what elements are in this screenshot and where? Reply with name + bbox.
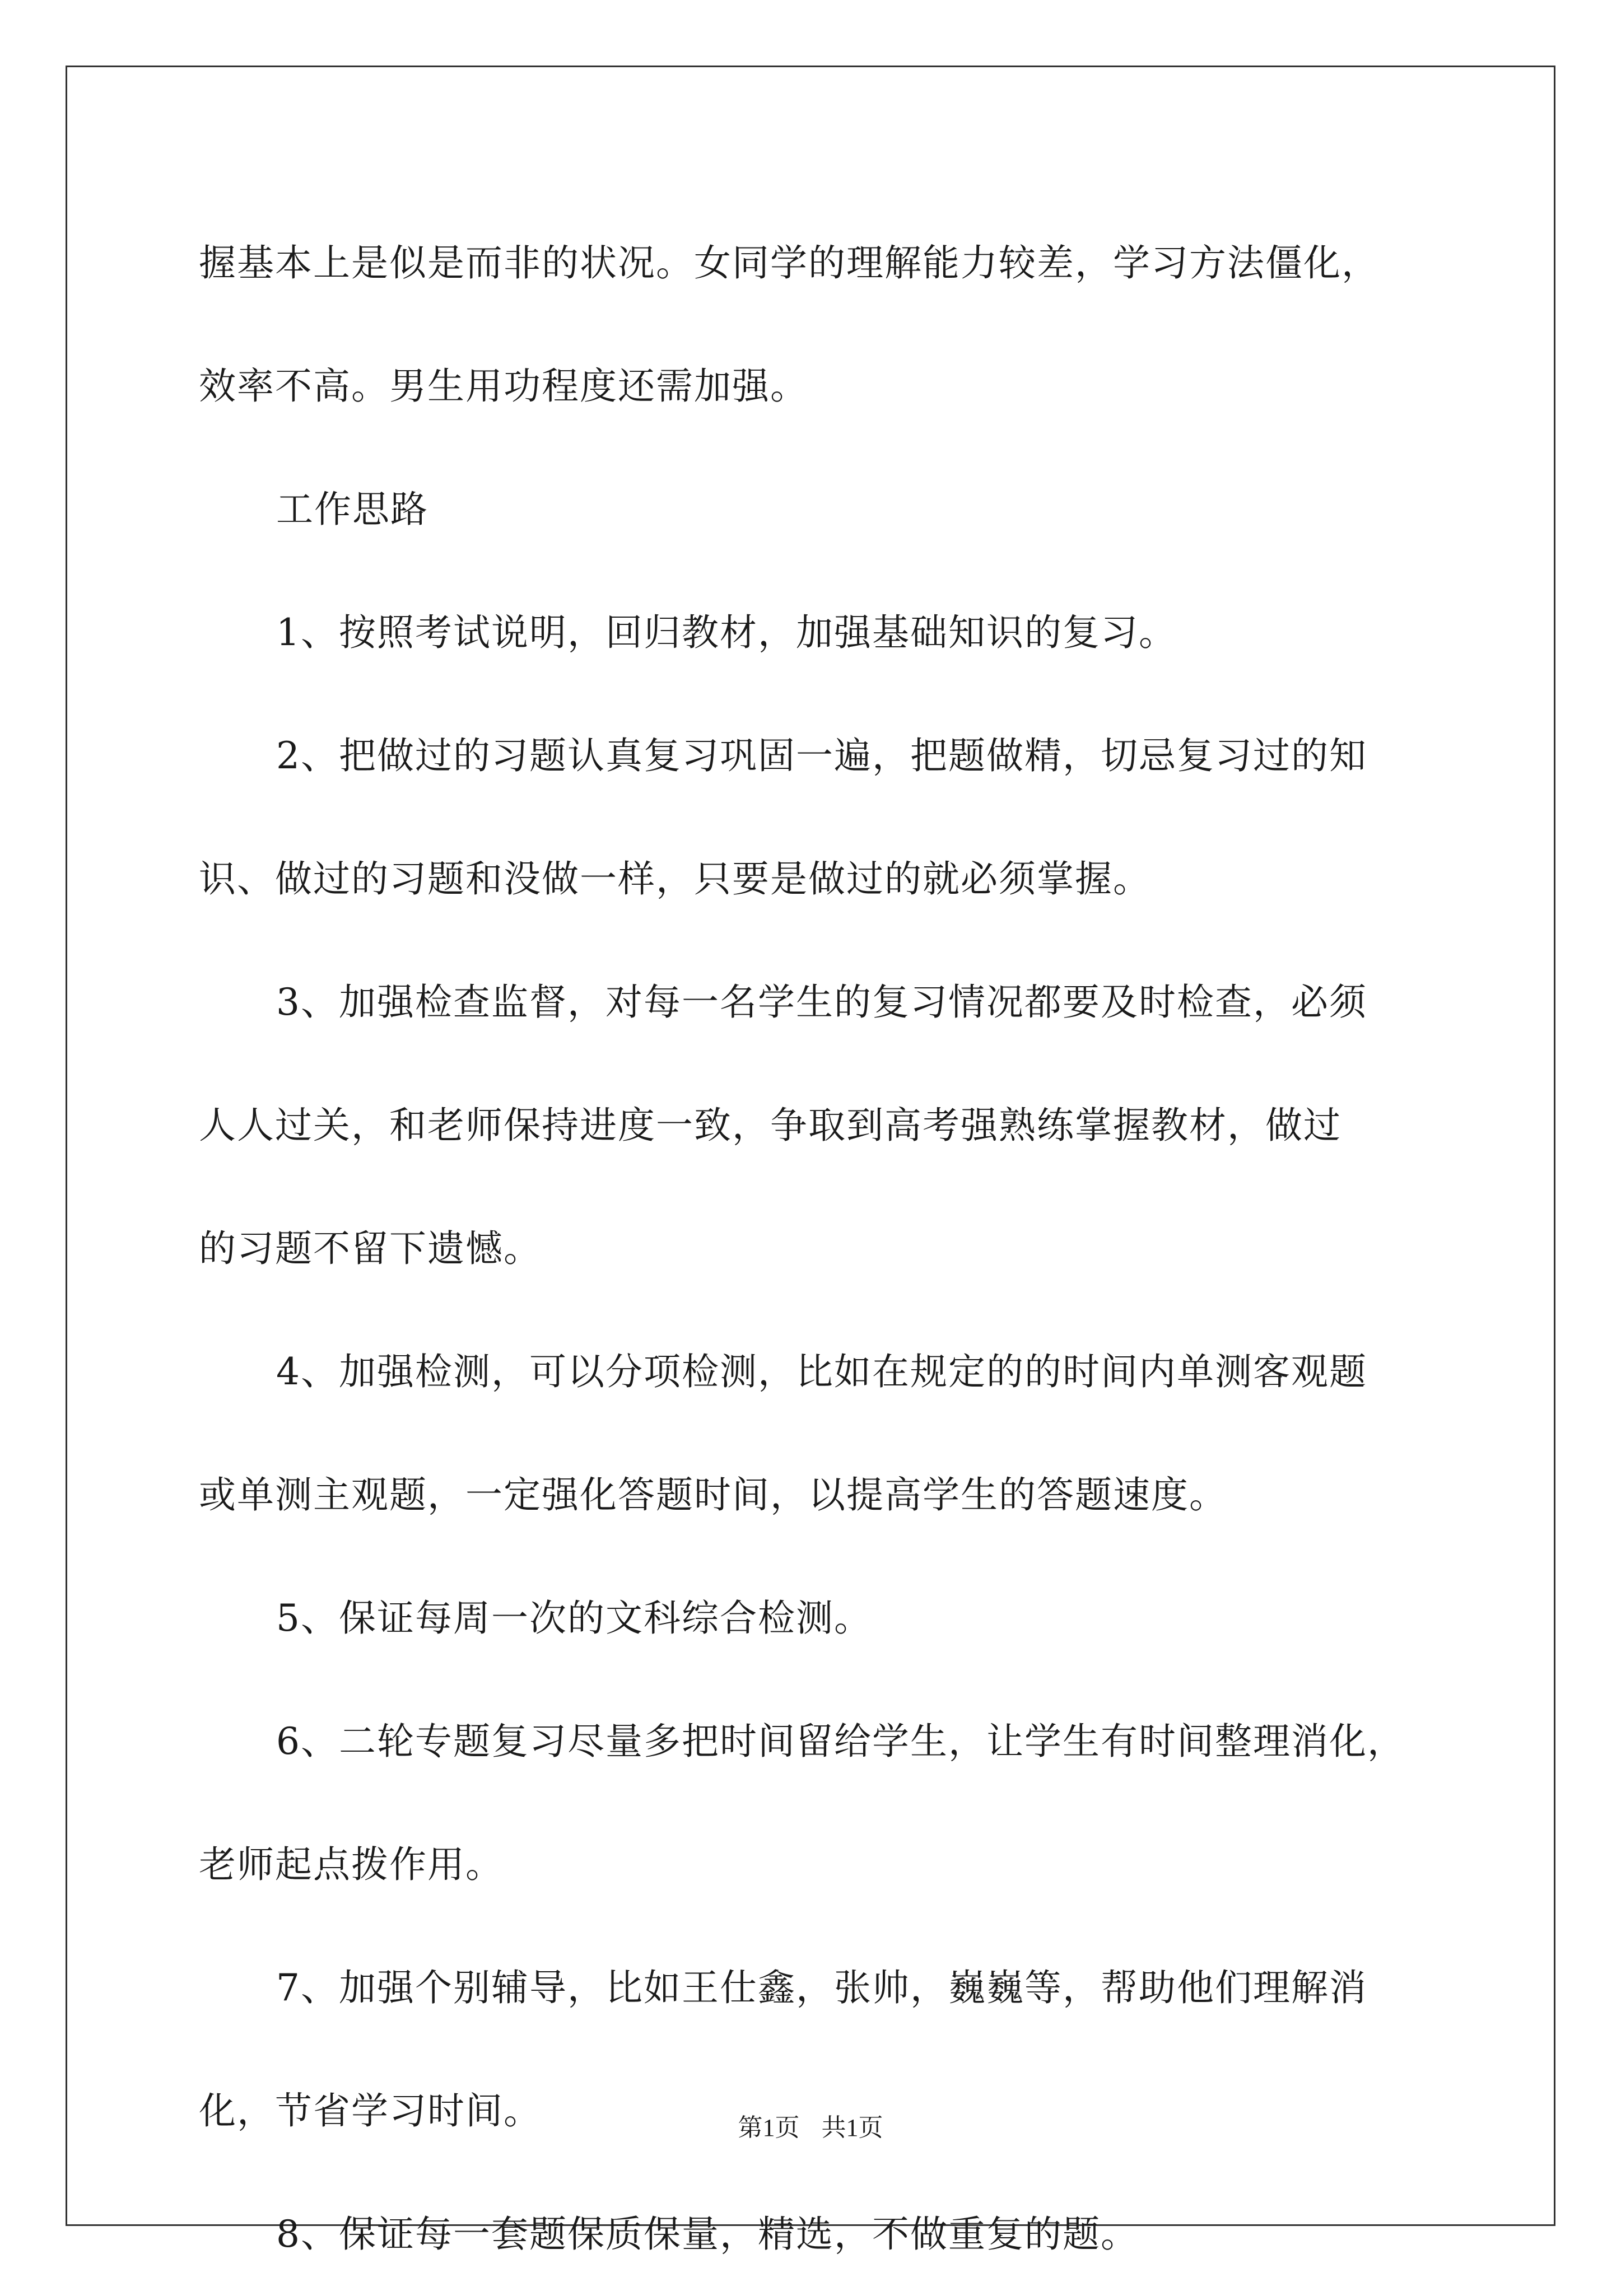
- page-number: 第1页: [738, 2114, 800, 2141]
- page-total: 共1页: [821, 2114, 883, 2141]
- list-item: 5、保证每周一次的文科综合检测。: [276, 1597, 872, 1640]
- section-heading: 工作思路: [276, 488, 428, 531]
- list-item: 6、二轮专题复习尽量多把时间留给学生，让学生有时间整理消化，: [276, 1720, 1405, 1763]
- text-line: 化，节省学习时间。: [199, 2089, 542, 2132]
- document-body: [199, 202, 1431, 2296]
- text-line: 或单测主观题，一定强化答题时间，以提高学生的答题速度。: [199, 1473, 1227, 1516]
- list-item: 4、加强检测，可以分项检测，比如在规定的的时间内单测客观题: [276, 1350, 1367, 1393]
- list-item: 3、加强检查监督，对每一名学生的复习情况都要及时检查，必须: [276, 981, 1367, 1024]
- text-line: 的习题不留下遗憾。: [199, 1227, 542, 1270]
- text-line: 效率不高。男生用功程度还需加强。: [199, 365, 808, 408]
- text-line: 握基本上是似是而非的状况。女同学的理解能力较差，学习方法僵化，: [199, 241, 1380, 284]
- page-footer: [0, 2111, 1621, 2145]
- list-item: 7、加强个别辅导，比如王仕鑫，张帅，巍巍等，帮助他们理解消: [276, 1966, 1367, 2009]
- list-item: 8、保证每一套题保质保量，精选，不做重复的题。: [276, 2213, 1139, 2256]
- text-line: 人人过关，和老师保持进度一致，争取到高考强熟练掌握教材，做过: [199, 1104, 1341, 1147]
- list-item: 2、把做过的习题认真复习巩固一遍，把题做精，切忌复习过的知: [276, 734, 1367, 777]
- text-line: 老师起点拨作用。: [199, 1843, 504, 1886]
- text-line: 识、做过的习题和没做一样，只要是做过的就必须掌握。: [199, 857, 1151, 900]
- list-item: 1、按照考试说明，回归教材，加强基础知识的复习。: [276, 611, 1177, 654]
